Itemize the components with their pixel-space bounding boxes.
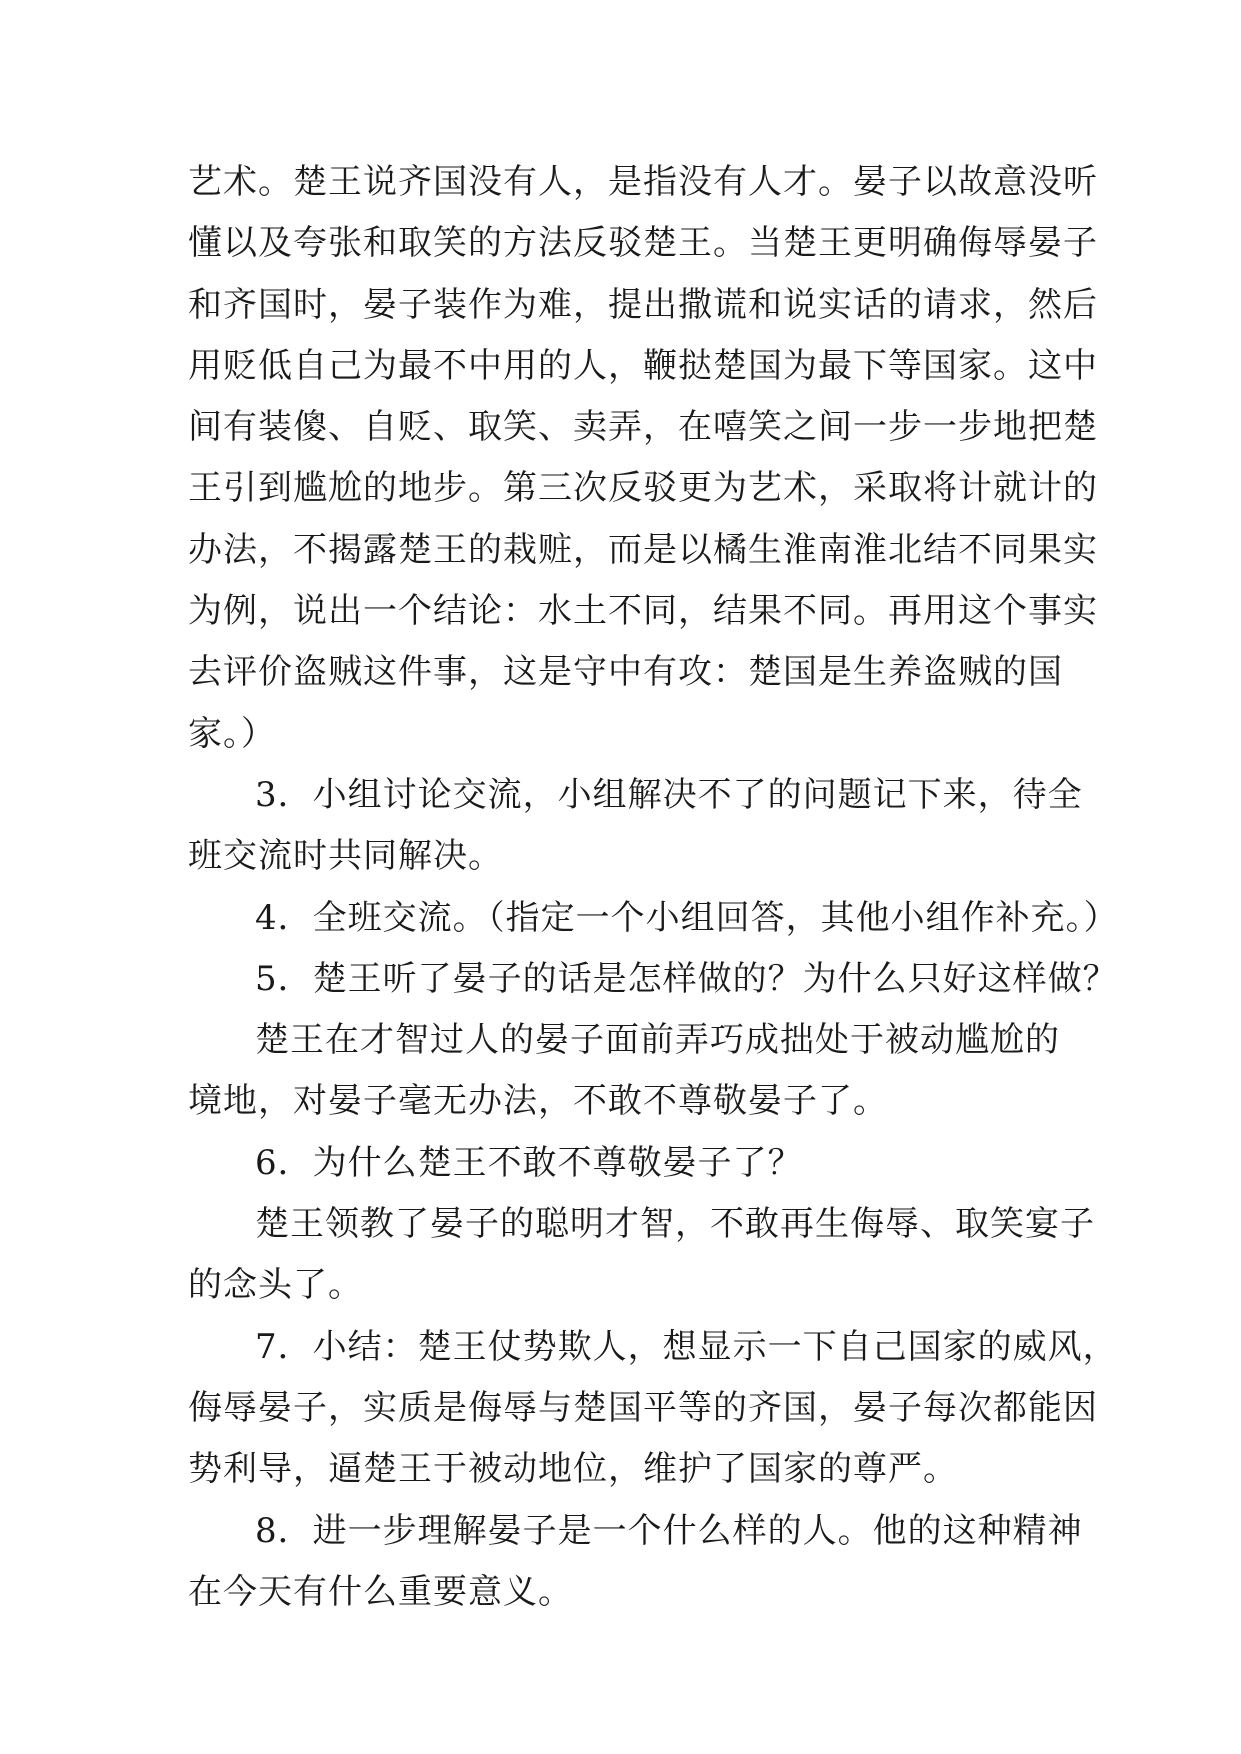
- text-line: 楚王领教了晏子的聪明才智，不敢再生侮辱、取笑宴子: [255, 1204, 1095, 1245]
- text-line: 家。）: [188, 713, 276, 754]
- text-line: 5．楚王听了晏子的话是怎样做的？为什么只好这样做？: [255, 958, 1118, 999]
- text-line: 班交流时共同解决。: [188, 836, 503, 877]
- text-line: 7．小结：楚王仗势欺人，想显示一下自己国家的威风，: [255, 1326, 1118, 1367]
- text-line: 王引到尴尬的地步。第三次反驳更为艺术，采取将计就计的: [188, 468, 1098, 509]
- text-line: 艺术。楚王说齐国没有人，是指没有人才。晏子以故意没听: [188, 162, 1098, 202]
- text-line: 境地，对晏子毫无办法，不敢不尊敬晏子了。: [188, 1081, 888, 1122]
- text-line: 3．小组讨论交流，小组解决不了的问题记下来，待全: [255, 774, 1083, 815]
- text-line: 侮辱晏子，实质是侮辱与楚国平等的齐国，晏子每次都能因: [188, 1387, 1098, 1428]
- text-line: 办法，不揭露楚王的栽赃，而是以橘生淮南淮北结不同果实: [188, 529, 1098, 570]
- text-line: 为例，说出一个结论：水土不同，结果不同。再用这个事实: [188, 591, 1098, 632]
- document-body: [188, 152, 1119, 1623]
- text-line: 的念头了。: [188, 1265, 363, 1306]
- text-line: 8．进一步理解晏子是一个什么样的人。他的这种精神: [255, 1510, 1083, 1551]
- text-line: 楚王在才智过人的晏子面前弄巧成拙处于被动尴尬的: [255, 1020, 1060, 1061]
- text-line: 去评价盗贼这件事，这是守中有攻：楚国是生养盗贼的国: [188, 652, 1063, 693]
- text-line: 在今天有什么重要意义。: [188, 1571, 573, 1612]
- text-line: 用贬低自己为最不中用的人，鞭挞楚国为最下等国家。这中: [188, 345, 1098, 386]
- text-line: 势利导，逼楚王于被动地位，维护了国家的尊严。: [188, 1449, 958, 1490]
- text-line: 懂以及夸张和取笑的方法反驳楚王。当楚王更明确侮辱晏子: [188, 223, 1098, 264]
- text-line: 和齐国时，晏子装作为难，提出撒谎和说实话的请求，然后: [188, 284, 1098, 325]
- text-line: 间有装傻、自贬、取笑、卖弄，在嘻笑之间一步一步地把楚: [188, 407, 1098, 448]
- text-line: 6．为什么楚王不敢不尊敬晏子了？: [255, 1142, 803, 1183]
- text-line: 4．全班交流。（指定一个小组回答，其他小组作补充。）: [255, 897, 1119, 938]
